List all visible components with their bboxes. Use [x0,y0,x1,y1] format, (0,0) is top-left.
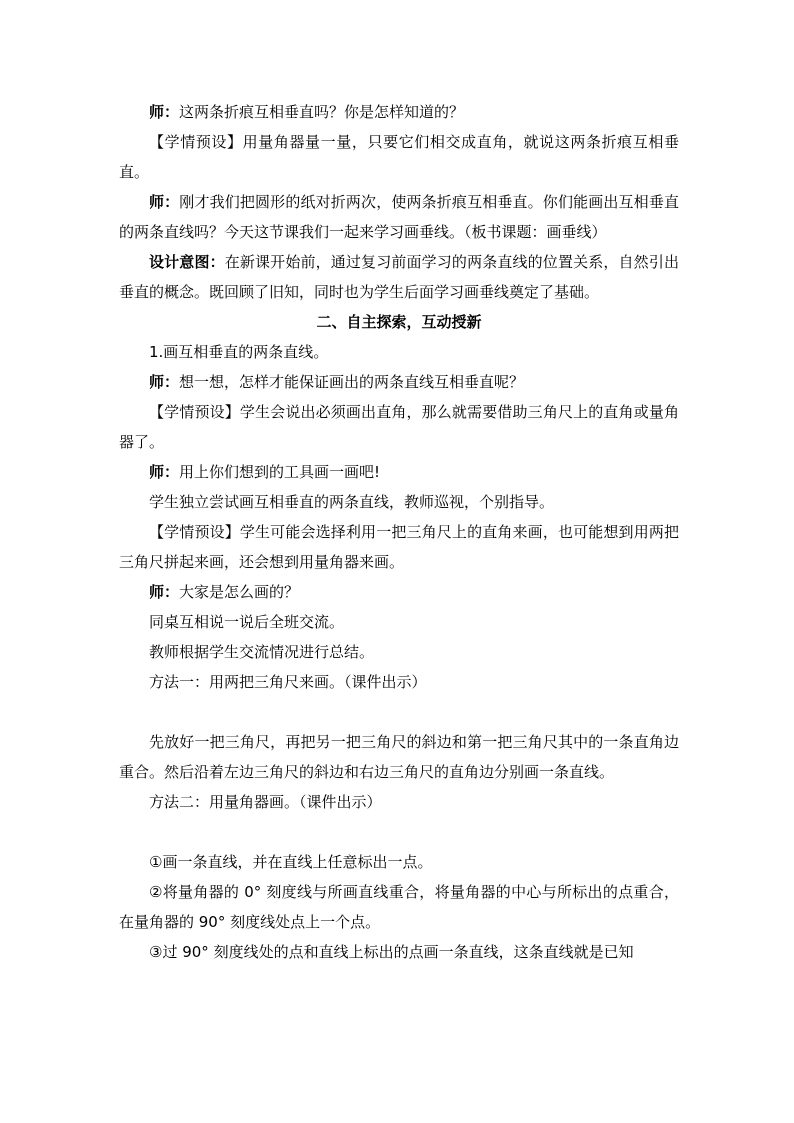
document-body [119,97,679,967]
paragraph-text: 教师根据学生交流情况进行总结。 [149,643,375,661]
paragraph [119,97,679,127]
paragraph-text: 这两条折痕互相垂直吗？你是怎样知道的？ [179,103,465,121]
speaker-label: 设计意图： [149,253,225,271]
paragraph-text: 先放好一把三角尺，再把另一把三角尺的斜边和第一把三角尺其中的一条直角边重合。然后沿着左边三角尺的斜边和右边三角尺的直角边分别画一条直线。 [119,733,679,781]
paragraph-text: 刚才我们把圆形的纸对折两次，使两条折痕互相垂直。你们能画出互相垂直的两条直线吗？今天这节课我们一起来学习画垂线。（板书课题：画垂线） [119,193,679,241]
section-heading [119,307,679,337]
paragraph [119,937,679,967]
paragraph [119,487,679,517]
paragraph [119,127,679,187]
paragraph [119,877,679,937]
paragraph-text: 用上你们想到的工具画一画吧! [179,463,381,481]
paragraph [119,397,679,457]
speaker-label: 二、自主探索，互动授新 [316,313,482,331]
paragraph [119,637,679,667]
speaker-label: 师： [149,103,180,121]
paragraph [119,847,679,877]
figure-placeholder-gap [119,817,679,847]
speaker-label: 师： [149,583,180,601]
paragraph [119,577,679,607]
paragraph-text: 大家是怎么画的？ [179,583,300,601]
paragraph [119,517,679,577]
paragraph-text: 在新课开始前，通过复习前面学习的两条直线的位置关系，自然引出垂直的概念。既回顾了旧知，同时也为学生后面学习画垂线奠定了基础。 [119,253,679,301]
paragraph-text: ①画一条直线，并在直线上任意标出一点。 [149,853,433,871]
speaker-label: 师： [149,373,180,391]
paragraph-text: ③过 90° 刻度线处的点和直线上标出的点画一条直线，这条直线就是已知 [149,943,634,961]
paragraph [119,667,679,697]
paragraph [119,787,679,817]
paragraph-text: 学生独立尝试画互相垂直的两条直线，教师巡视，个别指导。 [149,493,555,511]
paragraph-text: 【学情预设】学生会说出必须画出直角，那么就需要借助三角尺上的直角或量角器了。 [119,403,679,451]
paragraph [119,187,679,247]
paragraph [119,727,679,787]
paragraph-text: 想一想，怎样才能保证画出的两条直线互相垂直呢？ [179,373,525,391]
paragraph-text: ②将量角器的 0° 刻度线与所画直线重合，将量角器的中心与所标出的点重合，在量角器的 90° 刻度线处点上一个点。 [119,883,679,931]
paragraph [119,367,679,397]
paragraph [119,607,679,637]
paragraph-text: 同桌互相说一说后全班交流。 [149,613,345,631]
speaker-label: 师： [149,193,180,211]
paragraph [119,457,679,487]
paragraph [119,337,679,367]
paragraph-text: 方法一：用两把三角尺来画。（课件出示） [149,673,427,691]
speaker-label: 师： [149,463,180,481]
figure-placeholder-gap [119,697,679,727]
paragraph [119,247,679,307]
paragraph-text: 【学情预设】用量角器量一量，只要它们相交成直角，就说这两条折痕互相垂直。 [119,133,679,181]
paragraph-text: 【学情预设】学生可能会选择利用一把三角尺上的直角来画，也可能想到用两把三角尺拼起来画，还会想到用量角器来画。 [119,523,679,571]
paragraph-text: 1.画互相垂直的两条直线。 [149,343,329,361]
paragraph-text: 方法二：用量角器画。（课件出示） [149,793,382,811]
